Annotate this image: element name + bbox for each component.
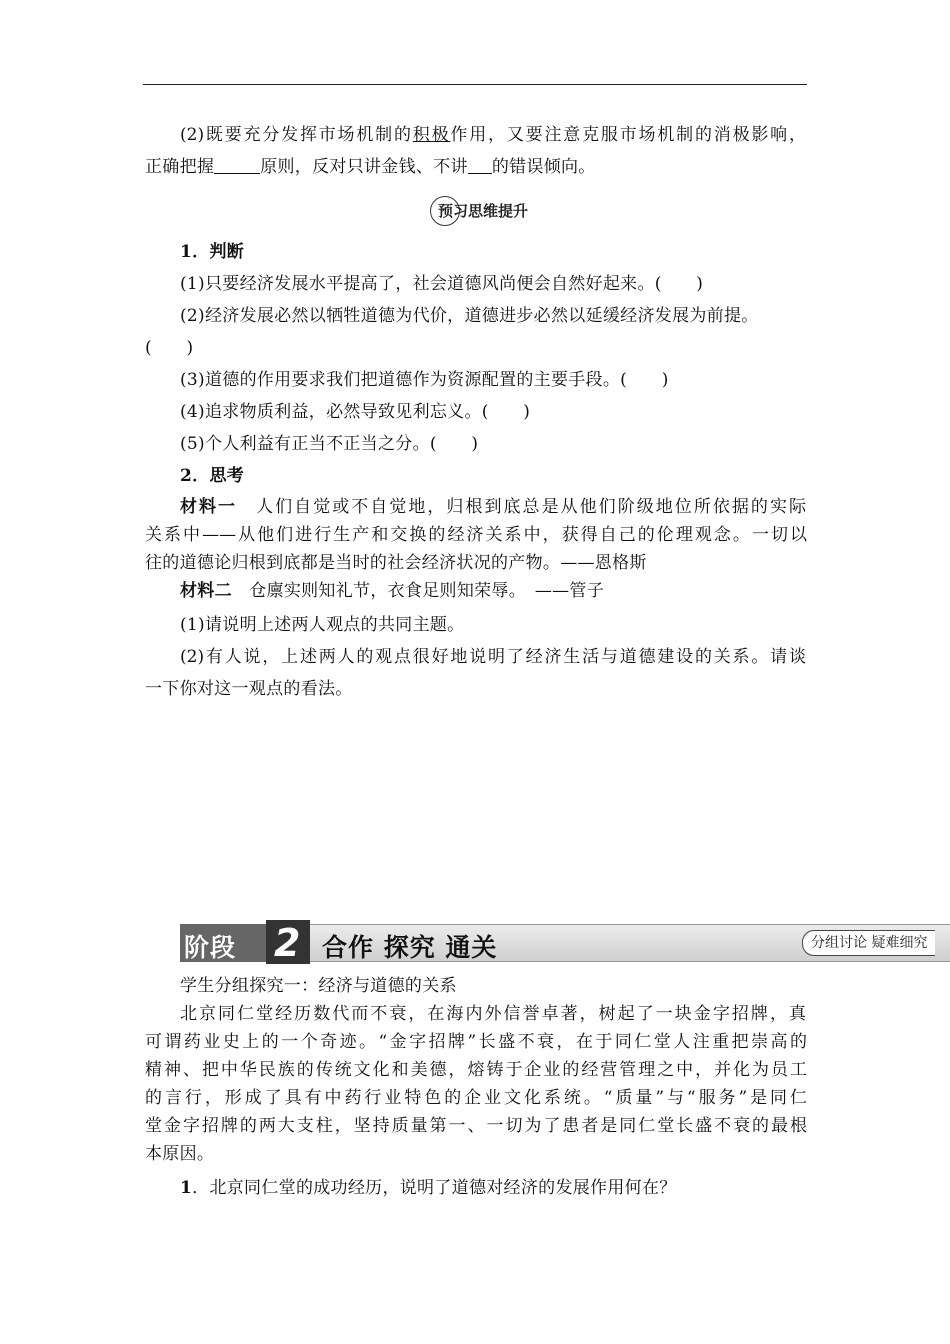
explore-question-1: 1．北京同仁堂的成功经历，说明了道德对经济的发展作用何在？ <box>180 1178 677 1198</box>
answer-blank-1[interactable] <box>214 157 260 174</box>
judge-item-1: (1)只要经济发展水平提高了，社会道德风尚便会自然好起来。( ) <box>180 274 704 294</box>
material-2: 材料二 仓廪实则知礼节，衣食足则知荣辱。 ——管子 <box>180 581 605 601</box>
judge-item-4: (4)追求物质利益，必然导致见利忘义。( ) <box>180 402 531 422</box>
fill-blank-line-1: (2)既要充分发挥市场机制的积极作用，又要注意克服市场机制的消极影响， <box>180 125 806 145</box>
material-1-line-2: 关系中——从他们进行生产和交换的经济关系中，获得自己的伦理观念。一切以 <box>145 525 807 545</box>
explore-line-6: 本原因。 <box>145 1144 215 1164</box>
stage-number: 2 <box>274 921 301 965</box>
header-rule <box>143 84 807 85</box>
explore-heading: 学生分组探究一：经济与道德的关系 <box>180 976 457 996</box>
fill-blank-line-2: 正确把握 原则，反对只讲金钱、不讲 的错误倾向。 <box>145 157 596 177</box>
think-question-1: (1)请说明上述两人观点的共同主题。 <box>180 615 465 635</box>
judge-item-2-bracket: ( ) <box>145 338 194 358</box>
material-1-label: 材料一 <box>180 497 238 517</box>
answer-blank-2[interactable] <box>468 157 492 174</box>
judge-item-2: (2)经济发展必然以牺牲道德为代价，道德进步必然以延缓经济发展为前提。 <box>180 306 759 326</box>
judge-item-5: (5)个人利益有正当不正当之分。( ) <box>180 434 479 454</box>
material-1-line-1: 材料一 人们自觉或不自觉地，归根到底总是从他们阶级地位所依据的实际 <box>180 497 806 517</box>
explore-line-4: 的言行，形成了具有中药行业特色的企业文化系统。“质量”与“服务”是同仁 <box>145 1088 807 1108</box>
explore-line-2: 可谓药业史上的一个奇迹。“金字招牌”长盛不衰，在于同仁堂人注重把崇高的 <box>145 1032 807 1052</box>
judge-heading: 1．判断 <box>180 242 245 262</box>
badge-label: 预习思维提升 <box>438 202 529 220</box>
think-question-2: (2)有人说，上述两人的观点很好地说明了经济生活与道德建设的关系。请谈 <box>180 647 806 667</box>
stage-label: 阶段 <box>184 933 237 962</box>
stage-banner <box>180 920 950 964</box>
stage-title: 合作 探究 通关 <box>322 933 498 962</box>
think-heading: 2．思考 <box>180 466 245 486</box>
stage-tag: 分组讨论 疑难细究 <box>802 930 935 956</box>
material-2-label: 材料二 <box>180 581 232 601</box>
explore-line-1: 北京同仁堂经历数代而不衰，在海内外信誉卓著，树起了一块金字招牌，真 <box>180 1004 806 1024</box>
think-question-2-cont: 一下你对这一观点的看法。 <box>145 679 353 699</box>
explore-line-5: 堂金字招牌的两大支柱，坚持质量第一、一切为了患者是同仁堂长盛不衰的最根 <box>145 1116 807 1136</box>
underlined-word: 积极 <box>412 125 451 145</box>
preview-section-badge <box>430 196 529 226</box>
material-1-line-3: 往的道德论归根到底都是当时的社会经济状况的产物。——恩格斯 <box>145 553 647 573</box>
judge-item-3: (3)道德的作用要求我们把道德作为资源配置的主要手段。( ) <box>180 370 669 390</box>
explore-line-3: 精神、把中华民族的传统文化和美德，熔铸于企业的经营管理之中，并化为员工 <box>145 1060 807 1080</box>
